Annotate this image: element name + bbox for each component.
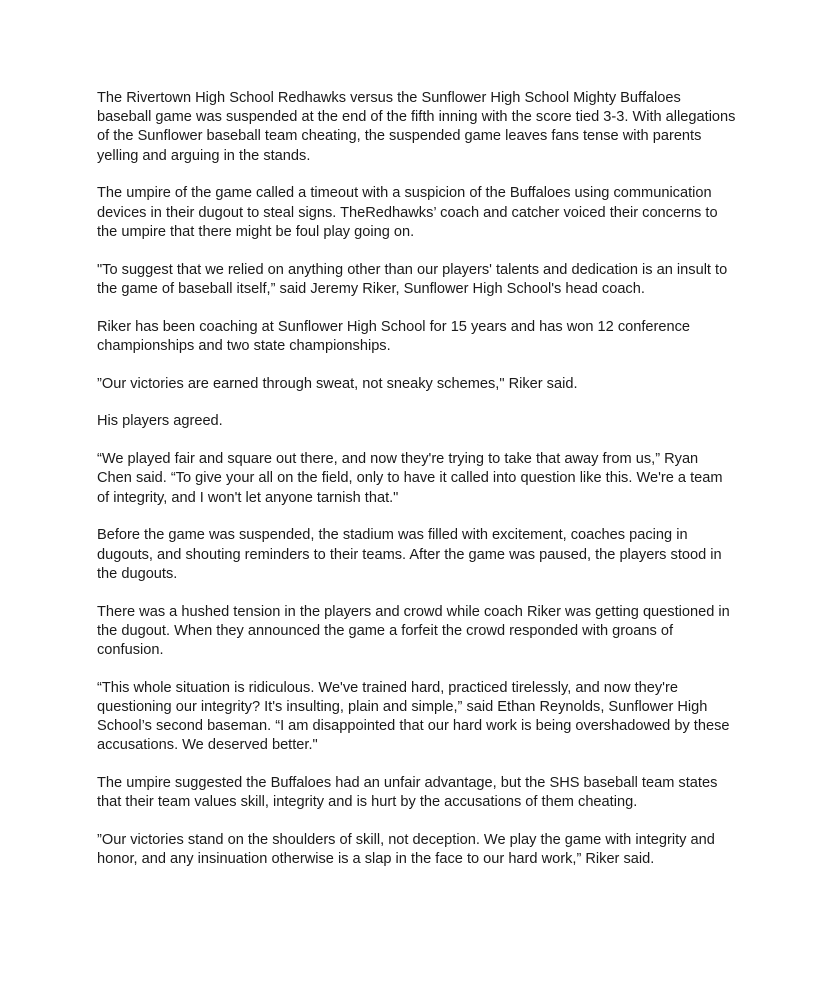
paragraph-6: His players agreed. — [97, 413, 223, 430]
paragraph-8: Before the game was suspended, the stadium was filled with excitement, coaches pacing in dugouts, and shouting reminders to their teams. After the game was paused, the players stood in the dugouts. — [97, 527, 722, 582]
paragraph-9: There was a hushed tension in the players and crowd while coach Riker was getting questioned in the dugout. When they announced the game a forfeit the crowd responded with groans of confusion. — [97, 603, 730, 659]
paragraph-10: “This whole situation is ridiculous. We've trained hard, practiced tirelessly, and now they're questioning our integrity? It's insulting, plain and simple,” said Ethan Reynolds, Sunflower High School’s second baseman. “I am disappointed that our hard work is being overshadowed by these accusations. We deserved better." — [97, 679, 730, 754]
paragraph-4: Riker has been coaching at Sunflower High School for 15 years and has won 12 conference championships and two state championships. — [97, 318, 691, 354]
paragraph-1: The Rivertown High School Redhawks versus the Sunflower High School Mighty Buffaloes baseball game was suspended at the end of the fifth inning with the score tied 3-3. With allegations of the Sunflower baseball team cheating, the suspended game leaves fans tense with parents yelling and arguing in the stands. — [97, 90, 736, 164]
article-body — [97, 89, 737, 888]
paragraph-3: "To suggest that we relied on anything other than our players' talents and dedication is an insult to the game of baseball itself,” said Jeremy Riker, Sunflower High School's head coach. — [97, 261, 728, 297]
paragraph-7: “We played fair and square out there, and now they're trying to take that away from us,” Ryan Chen said. “To give your all on the field, only to have it called into question like this. We're a team of integrity, and I won't let anyone tarnish that." — [97, 451, 723, 506]
paragraph-11: The umpire suggested the Buffaloes had an unfair advantage, but the SHS baseball team states that their team values skill, integrity and is hurt by the accusations of them cheating. — [97, 775, 718, 811]
paragraph-12: ”Our victories stand on the shoulders of skill, not deception. We play the game with integrity and honor, and any insinuation otherwise is a slap in the face to our hard work,” Riker said. — [97, 832, 715, 868]
paragraph-2: The umpire of the game called a timeout with a suspicion of the Buffaloes using communication devices in their dugout to steal signs. TheRedhawks’ coach and catcher voiced their concerns to the umpire that there might be foul play going on. — [97, 185, 718, 240]
paragraph-5: ”Our victories are earned through sweat, not sneaky schemes," Riker said. — [97, 375, 578, 392]
